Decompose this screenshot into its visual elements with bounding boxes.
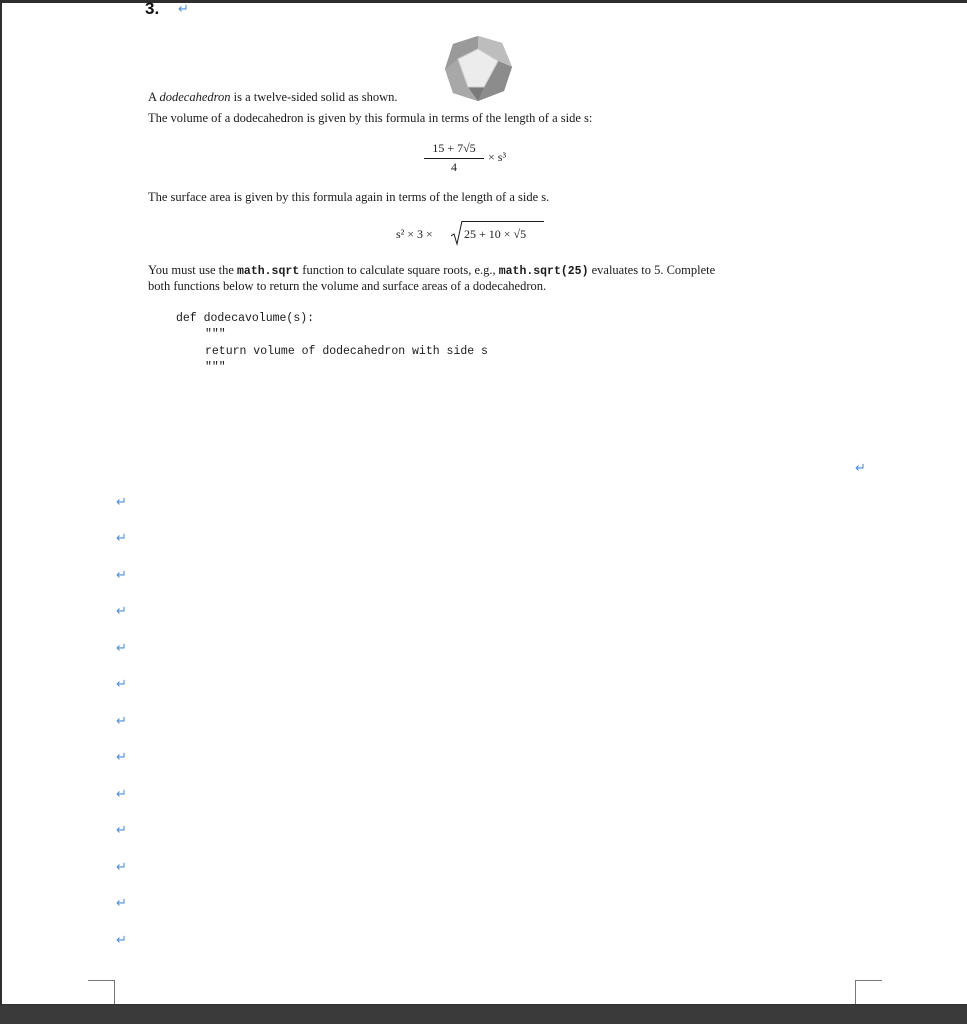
intro-prefix: A <box>148 90 157 104</box>
paragraph-mark-icon: ↵ <box>116 495 127 510</box>
paragraph-mark-icon: ↵ <box>116 641 127 656</box>
surface-lead: s² × 3 × <box>396 227 433 241</box>
code-docstring-close: """ <box>205 361 226 374</box>
paragraph-mark-icon: ↵ <box>116 714 127 729</box>
volume-formula <box>424 141 544 177</box>
dodecahedron-figure <box>442 33 514 105</box>
radical-bar <box>462 221 544 222</box>
surface-sentence: The surface area is given by this formula again in terms of the length of a side s. <box>148 190 550 204</box>
paragraph-mark-icon: ↵ <box>116 787 127 802</box>
instr-post: evaluates to 5. Complete <box>591 263 716 277</box>
intro-rest: is a twelve-sided solid as shown. <box>233 90 398 104</box>
radical-sign-icon <box>451 220 463 246</box>
surface-radicand: 25 + 10 × √5 <box>464 227 527 241</box>
paragraph-mark-icon: ↵ <box>116 860 127 875</box>
crop-mark-right-vertical <box>855 980 856 1004</box>
paragraph-mark-icon: ↵ <box>116 604 127 619</box>
paragraph-mark-icon: ↵ <box>116 823 127 838</box>
paragraph-mark-icon: ↵ <box>855 461 866 476</box>
viewer-bottom-bar <box>0 1005 967 1024</box>
crop-mark-right-horizontal <box>855 980 882 981</box>
volume-numerator: 15 + 7√5 <box>432 141 476 155</box>
volume-times-cube: × s³ <box>488 150 507 164</box>
fraction-bar <box>424 158 484 159</box>
crop-mark-left-vertical <box>114 980 115 1004</box>
paragraph-mark-icon: ↵ <box>116 531 127 546</box>
instr-pre: You must use the <box>148 263 234 277</box>
paragraph-mark-icon: ↵ <box>116 896 127 911</box>
instr-code-2: math.sqrt(25) <box>498 265 589 278</box>
intro-sentence <box>148 89 398 105</box>
volume-denominator: 4 <box>451 160 457 174</box>
code-docstring-text: return volume of dodecahedron with side s <box>205 345 488 358</box>
code-docstring-open: """ <box>205 328 226 341</box>
crop-mark-left-horizontal <box>88 980 115 981</box>
paragraph-mark-icon: ↵ <box>116 568 127 583</box>
instr-code-1: math.sqrt <box>237 265 300 278</box>
surface-formula <box>396 220 556 248</box>
instructions-line-2: both functions below to return the volume and surface areas of a dodecahedron. <box>148 279 547 293</box>
paragraph-mark-icon: ↵ <box>116 677 127 692</box>
instr-mid: function to calculate square roots, e.g., <box>302 263 496 277</box>
paragraph-mark-icon: ↵ <box>116 933 127 948</box>
paragraph-mark-icon: ↵ <box>178 2 189 17</box>
intro-term: dodecahedron <box>159 90 231 104</box>
question-number: 3. <box>145 0 160 18</box>
code-def-line: def dodecavolume(s): <box>176 312 315 325</box>
document-page <box>2 0 967 1004</box>
paragraph-mark-icon: ↵ <box>116 750 127 765</box>
volume-sentence: The volume of a dodecahedron is given by this formula in terms of the length of a side s: <box>148 111 593 125</box>
